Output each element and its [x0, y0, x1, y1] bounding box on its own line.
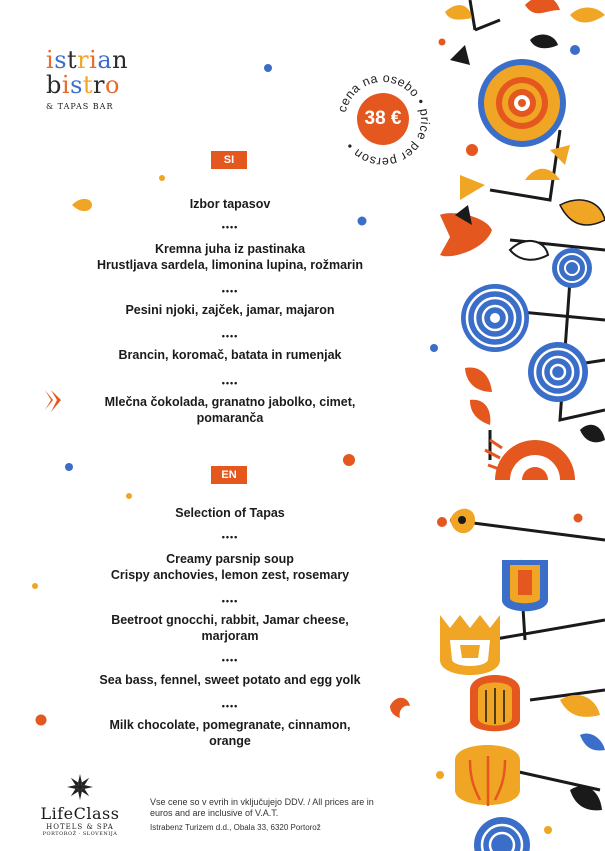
floral-illustration — [430, 0, 605, 851]
brand-line2: bistro — [46, 71, 120, 99]
en-course-3-line-1: Beetroot gnocchi, rabbit, Jamar cheese, — [111, 613, 349, 627]
lifeclass-sub: HOTELS & SPA — [46, 823, 114, 831]
si-separator: •••• — [221, 378, 239, 388]
yellow-flower-icon — [450, 509, 475, 533]
blue-spiral-flower-icon — [474, 817, 530, 851]
yellow-bell-flower-icon — [455, 745, 520, 806]
price-amount: 38 € — [357, 93, 409, 145]
en-separator: •••• — [221, 596, 239, 606]
lifeclass-location: PORTOROŽ · SLOVENIJA — [42, 831, 118, 837]
si-course-1-line-1: Izbor tapasov — [189, 197, 271, 211]
en-separator: •••• — [221, 701, 239, 711]
en-separator: •••• — [221, 532, 239, 542]
svg-text:cena na osebo • price per pers: cena na osebo • price per person • — [334, 70, 433, 170]
si-separator: •••• — [221, 222, 239, 232]
crown-flower-icon — [440, 615, 500, 675]
vat-note: Vse cene so v evrih in vključujejo DDV. / All prices are in euros and are inclusive of V.A.T. — [150, 797, 374, 818]
si-course-4-line-1: Brancin, koromač, batata in rumenjak — [118, 348, 342, 362]
si-course-2-line-2: Hrustljava sardela, limonina lupina, rožmarin — [96, 258, 364, 272]
en-course-1-line-1: Selection of Tapas — [175, 506, 285, 520]
blue-spiral-flower-icon — [461, 284, 529, 352]
orange-flower-icon — [478, 59, 566, 147]
en-course-2-line-2: Crispy anchovies, lemon zest, rosemary — [110, 568, 350, 582]
si-course-2-line-1: Kremna juha iz pastinaka — [154, 242, 306, 256]
en-course-4-line-1: Sea bass, fennel, sweet potato and egg yolk — [99, 673, 361, 687]
si-course-5-line-1: Mlečna čokolada, granatno jabolko, cimet, — [104, 395, 356, 409]
leaf-icon — [390, 698, 410, 718]
leaf-icon — [72, 199, 92, 211]
lifeclass-name: LifeClass — [40, 804, 120, 823]
blue-spiral-flower-icon — [552, 248, 592, 288]
leaf-icon — [45, 390, 61, 412]
blue-tulip-icon — [502, 560, 548, 611]
en-course-5-line-2: orange — [209, 734, 251, 748]
orange-tulip-icon — [440, 205, 492, 256]
sun-flower-icon — [485, 440, 575, 480]
en-course-5-line-1: Milk chocolate, pomegranate, cinnamon, — [109, 718, 351, 732]
si-course-3-line-1: Pesini njoki, zajček, jamar, majaron — [125, 303, 335, 317]
si-separator: •••• — [221, 331, 239, 341]
en-course-2-line-1: Creamy parsnip soup — [166, 552, 294, 566]
brand-line1: istrian — [46, 46, 129, 74]
si-separator: •••• — [221, 286, 239, 296]
bell-flower-icon — [470, 675, 520, 731]
si-course-5-line-2: pomaranča — [196, 411, 264, 425]
brand-subtitle: & TAPAS BAR — [46, 102, 114, 111]
blue-spiral-flower-icon — [528, 342, 588, 402]
leaf-icon — [445, 0, 605, 65]
en-course-3-line-2: marjoram — [201, 629, 259, 643]
company-address: Istrabenz Turizem d.d., Obala 33, 6320 Portorož — [150, 823, 321, 832]
tag-en: EN — [211, 466, 247, 484]
tag-si: SI — [211, 151, 247, 169]
en-separator: •••• — [221, 655, 239, 665]
